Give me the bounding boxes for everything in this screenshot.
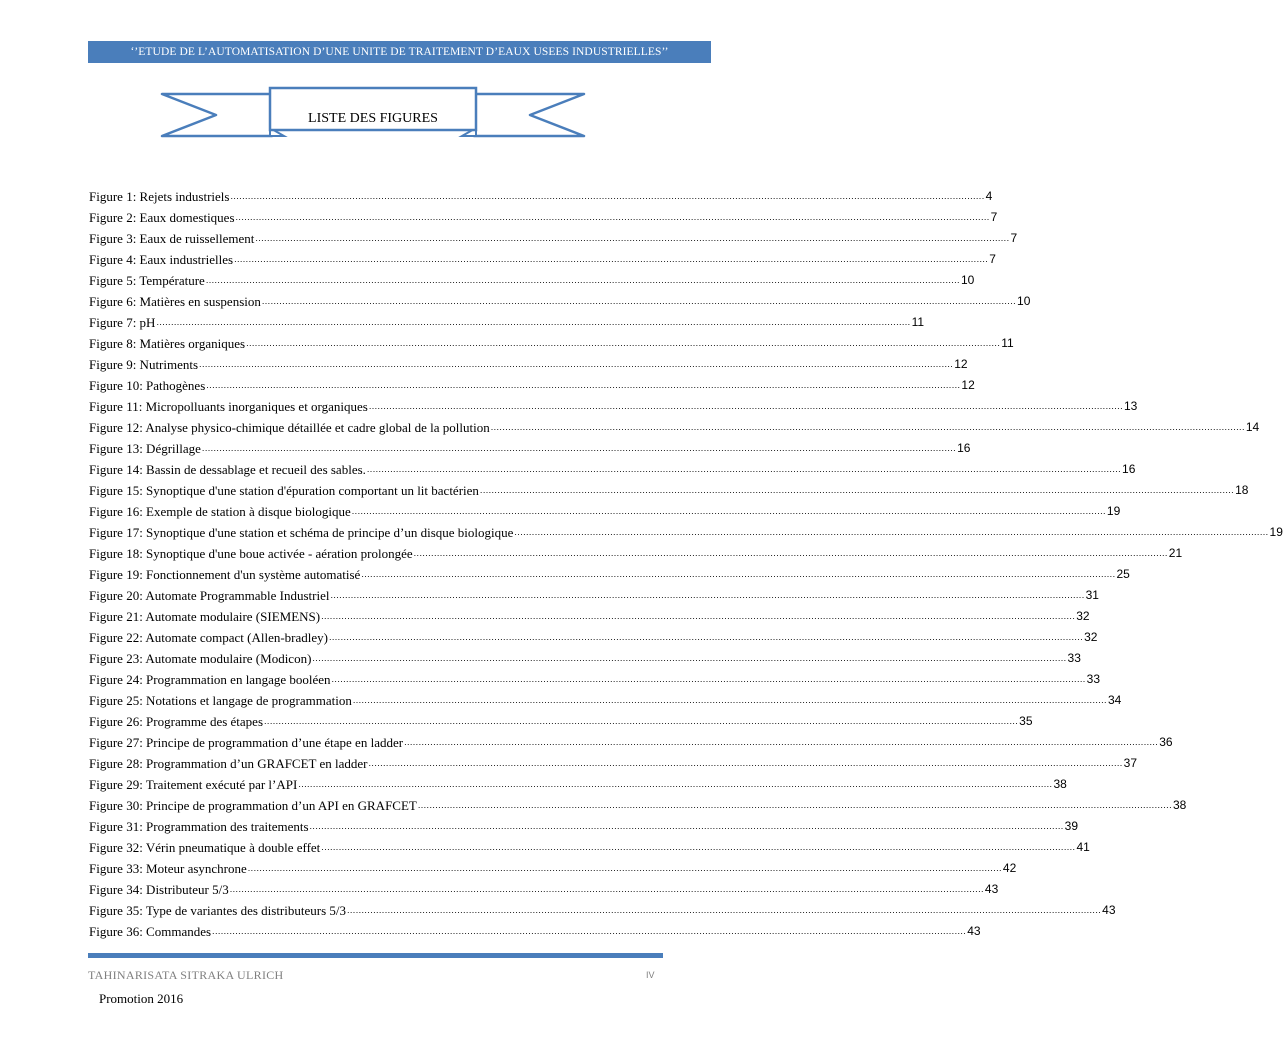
toc-entry[interactable] <box>89 309 925 330</box>
toc-dot-leader: .................................................................................................................................................................................................................................................................... <box>234 254 989 264</box>
toc-entry[interactable] <box>89 435 971 456</box>
toc-dot-leader: .................................................................................................................................................................................................................................................................... <box>330 590 1085 600</box>
toc-entry-page: 41 <box>1076 840 1090 854</box>
toc-entry-page: 38 <box>1173 798 1187 812</box>
toc-entry-page: 11 <box>911 315 925 329</box>
toc-entry-page: 19 <box>1269 525 1283 539</box>
toc-entry[interactable] <box>89 246 996 267</box>
ribbon-right-tail <box>474 94 584 136</box>
toc-entry-label: Figure 2: Eaux domestiques <box>89 210 235 225</box>
toc-entry[interactable] <box>89 834 1090 855</box>
toc-entry-label: Figure 15: Synoptique d'une station d'épuration comportant un lit bactérien <box>89 483 479 498</box>
toc-entry-page: 14 <box>1245 420 1260 434</box>
running-header <box>88 41 711 63</box>
toc-entry-page: 31 <box>1085 588 1099 602</box>
toc-entry[interactable] <box>89 897 1116 918</box>
footer-author: TAHINARISATA SITRAKA ULRICH <box>88 968 284 982</box>
toc-entry-label: Figure 33: Moteur asynchrone <box>89 861 247 876</box>
toc-dot-leader: .................................................................................................................................................................................................................................................................... <box>368 758 1123 768</box>
toc-entry[interactable] <box>89 288 1031 309</box>
toc-entry-page: 12 <box>961 378 975 392</box>
toc-entry-page: 4 <box>985 189 993 203</box>
toc-entry-page: 36 <box>1159 735 1173 749</box>
toc-entry-page: 10 <box>960 273 975 287</box>
toc-entry-page: 32 <box>1084 630 1098 644</box>
toc-dot-leader: .................................................................................................................................................................................................................................................................... <box>230 191 985 201</box>
toc-entry-label: Figure 4: Eaux industrielles <box>89 252 234 267</box>
toc-dot-leader: .................................................................................................................................................................................................................................................................... <box>264 716 1019 726</box>
toc-entry-label: Figure 23: Automate modulaire (Modicon) <box>89 651 312 666</box>
toc-entry-page: 13 <box>1124 399 1138 413</box>
toc-entry-page: 42 <box>1002 861 1017 875</box>
toc-entry[interactable] <box>89 456 1136 477</box>
toc-entry-page: 7 <box>989 252 996 266</box>
toc-dot-leader: .................................................................................................................................................................................................................................................................... <box>479 485 1235 495</box>
toc-dot-leader: .................................................................................................................................................................................................................................................................... <box>199 359 954 369</box>
toc-dot-leader: .................................................................................................................................................................................................................................................................... <box>361 569 1116 579</box>
toc-dot-leader: .................................................................................................................................................................................................................................................................... <box>312 653 1067 663</box>
toc-entry[interactable] <box>89 792 1187 813</box>
toc-dot-leader: .................................................................................................................................................................................................................................................................... <box>212 926 967 936</box>
toc-entry[interactable] <box>89 750 1138 771</box>
toc-entry[interactable] <box>89 708 1033 729</box>
toc-entry-label: Figure 10: Pathogènes <box>89 378 206 393</box>
toc-entry[interactable] <box>89 204 998 225</box>
toc-entry-page: 39 <box>1064 819 1079 833</box>
toc-dot-leader: .................................................................................................................................................................................................................................................................... <box>206 380 961 390</box>
toc-entry-label: Figure 1: Rejets industriels <box>89 189 230 204</box>
toc-entry[interactable] <box>89 876 999 897</box>
toc-entry-label: Figure 29: Traitement exécuté par l’API <box>89 777 298 792</box>
toc-entry-page: 43 <box>1102 903 1116 917</box>
toc-entry[interactable] <box>89 582 1099 603</box>
toc-dot-leader: .................................................................................................................................................................................................................................................................... <box>417 800 1172 810</box>
toc-dot-leader: .................................................................................................................................................................................................................................................................... <box>351 506 1106 516</box>
toc-entry-label: Figure 35: Type de variantes des distributeurs 5/3 <box>89 903 346 918</box>
footer-divider <box>88 953 663 958</box>
toc-dot-leader: .................................................................................................................................................................................................................................................................... <box>235 212 990 222</box>
figure-list <box>89 183 1283 939</box>
toc-entry-label: Figure 21: Automate modulaire (SIEMENS) <box>89 609 321 624</box>
toc-entry-page: 32 <box>1076 609 1090 623</box>
toc-dot-leader: .................................................................................................................................................................................................................................................................... <box>514 527 1269 537</box>
toc-entry-page: 16 <box>957 441 971 455</box>
toc-entry[interactable] <box>89 771 1067 792</box>
toc-entry-page: 21 <box>1168 546 1183 560</box>
toc-entry[interactable] <box>89 372 975 393</box>
toc-entry-page: 18 <box>1235 483 1249 497</box>
toc-entry-label: Figure 27: Principe de programmation d’une étape en ladder <box>89 735 404 750</box>
toc-dot-leader: .................................................................................................................................................................................................................................................................... <box>246 338 1001 348</box>
toc-dot-leader: .................................................................................................................................................................................................................................................................... <box>205 275 960 285</box>
toc-entry-page: 43 <box>984 882 999 896</box>
toc-entry-label: Figure 6: Matières en suspension <box>89 294 261 309</box>
toc-entry-label: Figure 13: Dégrillage <box>89 441 201 456</box>
toc-dot-leader: .................................................................................................................................................................................................................................................................... <box>247 863 1002 873</box>
toc-entry-label: Figure 18: Synoptique d'une boue activée - aération prolongée <box>89 546 413 561</box>
ribbon-left-tail <box>162 94 272 136</box>
page-title: LISTE DES FIGURES <box>308 111 438 126</box>
toc-entry-page: 33 <box>1067 651 1081 665</box>
toc-entry-label: Figure 36: Commandes <box>89 924 212 939</box>
toc-entry-label: Figure 24: Programmation en langage booléen <box>89 672 331 687</box>
toc-entry[interactable] <box>89 729 1173 750</box>
toc-entry[interactable] <box>89 225 1018 246</box>
toc-entry-label: Figure 25: Notations et langage de programmation <box>89 693 352 708</box>
toc-entry-label: Figure 3: Eaux de ruissellement <box>89 231 255 246</box>
toc-entry-label: Figure 14: Bassin de dessablage et recueil des sables. <box>89 462 366 477</box>
toc-entry[interactable] <box>89 393 1138 414</box>
toc-entry-label: Figure 12: Analyse physico-chimique détaillée et cadre global de la pollution <box>89 420 490 435</box>
toc-entry-label: Figure 26: Programme des étapes <box>89 714 264 729</box>
toc-entry-label: Figure 20: Automate Programmable Industriel <box>89 588 330 603</box>
toc-entry[interactable] <box>89 855 1017 876</box>
footer-page-number: IV <box>646 970 655 980</box>
toc-entry-page: 11 <box>1001 336 1014 350</box>
toc-entry[interactable] <box>89 624 1098 645</box>
toc-entry-label: Figure 32: Vérin pneumatique à double effet <box>89 840 321 855</box>
toc-entry[interactable] <box>89 540 1183 561</box>
toc-entry[interactable] <box>89 561 1130 582</box>
toc-entry[interactable] <box>89 267 975 288</box>
toc-dot-leader: .................................................................................................................................................................................................................................................................... <box>255 233 1010 243</box>
toc-dot-leader: .................................................................................................................................................................................................................................................................... <box>309 821 1064 831</box>
toc-entry-label: Figure 28: Programmation d’un GRAFCET en ladder <box>89 756 368 771</box>
toc-entry[interactable] <box>89 666 1101 687</box>
toc-entry-label: Figure 17: Synoptique d'une station et schéma de principe d’un disque biologique <box>89 525 514 540</box>
toc-entry[interactable] <box>89 519 1283 540</box>
toc-entry-page: 19 <box>1106 504 1121 518</box>
toc-dot-leader: .................................................................................................................................................................................................................................................................... <box>366 464 1122 474</box>
toc-entry[interactable] <box>89 330 1014 351</box>
toc-dot-leader: .................................................................................................................................................................................................................................................................... <box>298 779 1053 789</box>
toc-entry-page: 43 <box>967 924 981 938</box>
toc-entry-label: Figure 8: Matières organiques <box>89 336 246 351</box>
toc-entry[interactable] <box>89 351 968 372</box>
toc-entry[interactable] <box>89 918 981 939</box>
toc-dot-leader: .................................................................................................................................................................................................................................................................... <box>261 296 1017 306</box>
toc-entry-label: Figure 9: Nutriments <box>89 357 199 372</box>
toc-entry-page: 7 <box>990 210 998 224</box>
toc-entry[interactable] <box>89 477 1249 498</box>
toc-entry-page: 10 <box>1017 294 1031 308</box>
toc-entry-label: Figure 30: Principe de programmation d’un API en GRAFCET <box>89 798 417 813</box>
running-header-title: ‘’ETUDE DE L’AUTOMATISATION D’UNE UNITE DE TRAITEMENT D’EAUX USEES INDUSTRIELLES’’ <box>130 46 669 58</box>
toc-entry-page: 7 <box>1010 231 1018 245</box>
toc-dot-leader: .................................................................................................................................................................................................................................................................... <box>156 317 911 327</box>
toc-entry-page: 16 <box>1122 462 1136 476</box>
toc-entry-label: Figure 31: Programmation des traitements <box>89 819 309 834</box>
toc-entry-page: 35 <box>1019 714 1033 728</box>
toc-entry-page: 12 <box>954 357 968 371</box>
toc-entry[interactable] <box>89 603 1090 624</box>
toc-dot-leader: .................................................................................................................................................................................................................................................................... <box>321 611 1076 621</box>
toc-entry-label: Figure 16: Exemple de station à disque biologique <box>89 504 351 519</box>
toc-entry[interactable] <box>89 414 1260 435</box>
toc-entry-label: Figure 11: Micropolluants inorganiques et organiques <box>89 399 368 414</box>
toc-entry[interactable] <box>89 813 1079 834</box>
toc-dot-leader: .................................................................................................................................................................................................................................................................... <box>321 842 1076 852</box>
footer-promotion: Promotion 2016 <box>99 991 184 1006</box>
toc-entry[interactable] <box>89 183 993 204</box>
toc-dot-leader: .................................................................................................................................................................................................................................................................... <box>413 548 1168 558</box>
toc-entry-page: 34 <box>1107 693 1122 707</box>
toc-entry-page: 38 <box>1053 777 1067 791</box>
toc-entry-page: 33 <box>1086 672 1101 686</box>
toc-dot-leader: .................................................................................................................................................................................................................................................................... <box>352 695 1107 705</box>
toc-entry-label: Figure 22: Automate compact (Allen-bradley) <box>89 630 328 645</box>
toc-dot-leader: .................................................................................................................................................................................................................................................................... <box>328 632 1084 642</box>
toc-entry-label: Figure 5: Température <box>89 273 205 288</box>
toc-dot-leader: .................................................................................................................................................................................................................................................................... <box>368 401 1123 411</box>
toc-entry-page: 25 <box>1116 567 1130 581</box>
toc-dot-leader: .................................................................................................................................................................................................................................................................... <box>229 884 984 894</box>
toc-entry-label: Figure 7: pH <box>89 315 156 330</box>
toc-entry[interactable] <box>89 687 1122 708</box>
toc-entry[interactable] <box>89 498 1121 519</box>
toc-entry-label: Figure 19: Fonctionnement d'un système automatisé <box>89 567 361 582</box>
toc-dot-leader: .................................................................................................................................................................................................................................................................... <box>490 422 1245 432</box>
toc-dot-leader: .................................................................................................................................................................................................................................................................... <box>331 674 1086 684</box>
toc-dot-leader: .................................................................................................................................................................................................................................................................... <box>404 737 1159 747</box>
toc-dot-leader: .................................................................................................................................................................................................................................................................... <box>201 443 957 453</box>
toc-entry-page: 37 <box>1123 756 1138 770</box>
toc-dot-leader: .................................................................................................................................................................................................................................................................... <box>347 905 1102 915</box>
toc-entry[interactable] <box>89 645 1081 666</box>
toc-entry-label: Figure 34: Distributeur 5/3 <box>89 882 229 897</box>
